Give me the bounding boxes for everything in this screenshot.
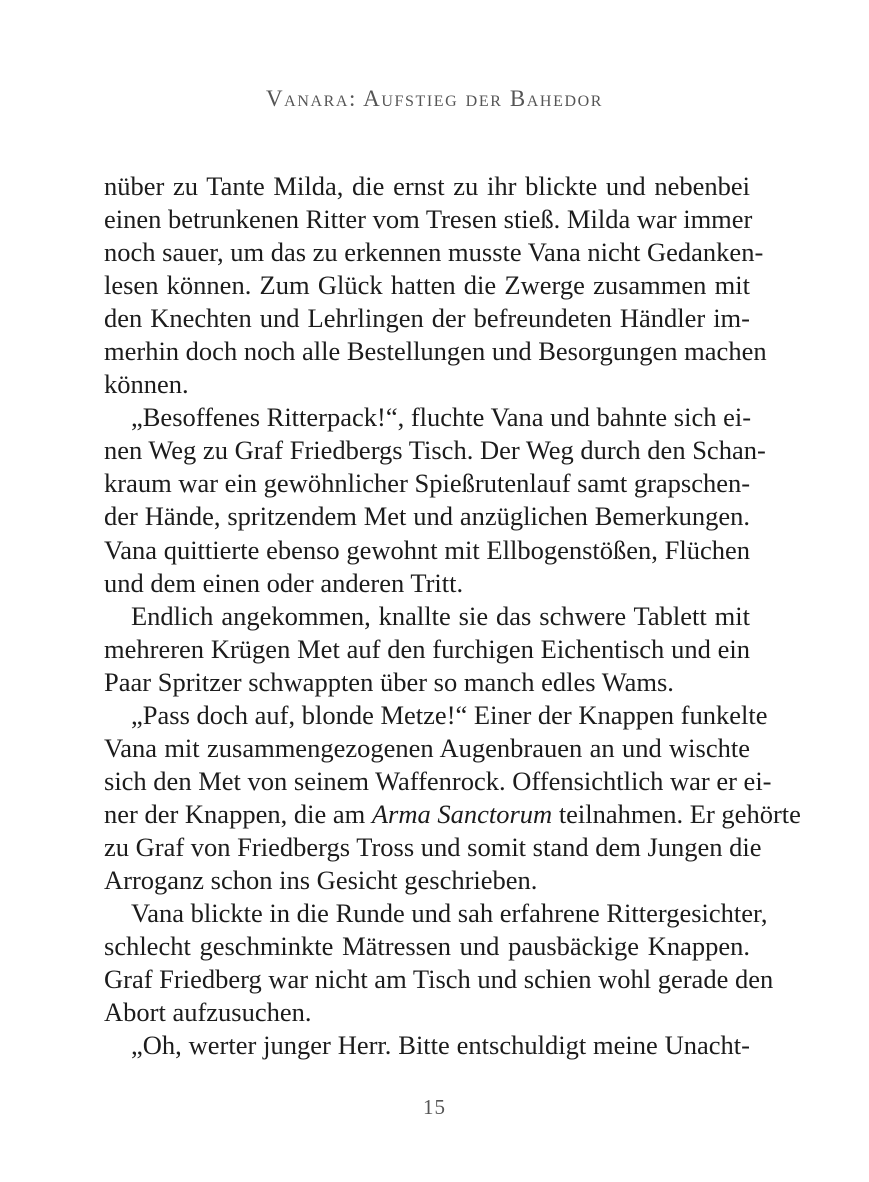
text-line-before: ner der Knappen, die am bbox=[104, 798, 372, 829]
text-line: Vana blickte in die Runde und sah erfahrene Rittergesichter, bbox=[131, 898, 768, 929]
text-line: „Besoffenes Ritterpack!“, fluchte Vana und bahnte sich ei- bbox=[131, 402, 752, 433]
text-line: sich den Met von seinem Waffenrock. Offensichtlich war er ei- bbox=[104, 765, 772, 796]
text-line: Paar Spritzer schwappten über so manch edles Wams. bbox=[104, 666, 674, 697]
text-line: kraum war ein gewöhnlicher Spießrutenlauf samt grapschen- bbox=[104, 468, 751, 499]
text-line: „Oh, werter junger Herr. Bitte entschuldigt meine Unacht- bbox=[131, 1030, 750, 1061]
text-line: der Hände, spritzendem Met und anzüglichen Bemerkungen. bbox=[104, 501, 750, 532]
italic-title: Arma Sanctorum bbox=[371, 798, 553, 829]
text-line: und dem einen oder anderen Tritt. bbox=[104, 567, 464, 598]
text-line: Abort aufzusuchen. bbox=[104, 997, 312, 1028]
text-line: zu Graf von Friedbergs Tross und somit stand dem Jungen die bbox=[104, 831, 762, 862]
text-line bbox=[104, 798, 801, 831]
text-line: einen betrunkenen Ritter vom Tresen stieß. Milda war immer bbox=[104, 204, 753, 235]
body-text bbox=[104, 170, 801, 1062]
text-line: Graf Friedberg war nicht am Tisch und schien wohl gerade den bbox=[104, 964, 774, 995]
text-line: Endlich angekommen, knallte sie das schwere Tablett mit bbox=[131, 600, 750, 631]
text-line: nen Weg zu Graf Friedbergs Tisch. Der Weg durch den Schan- bbox=[104, 435, 766, 466]
text-line: Vana quittierte ebenso gewohnt mit Ellbogenstößen, Flüchen bbox=[104, 534, 750, 565]
text-line: merhin doch noch alle Bestellungen und Besorgungen machen bbox=[104, 336, 767, 367]
text-line: mehreren Krügen Met auf den furchigen Eichentisch und ein bbox=[104, 633, 750, 664]
text-line: den Knechten und Lehrlingen der befreundeten Händler im- bbox=[104, 303, 750, 334]
text-line: können. bbox=[104, 369, 189, 400]
text-line: Arroganz schon ins Gesicht geschrieben. bbox=[104, 864, 538, 895]
running-head: Vanara: Aufstieg der Bahedor bbox=[265, 86, 604, 111]
text-line-after: teilnahmen. Er gehörte bbox=[552, 798, 801, 829]
text-line: schlecht geschminkte Mätressen und pausbäckige Knappen. bbox=[104, 931, 750, 962]
text-line: Vana mit zusammengezogenen Augenbrauen an und wischte bbox=[104, 732, 750, 763]
text-line: nüber zu Tante Milda, die ernst zu ihr blickte und nebenbei bbox=[104, 171, 750, 201]
text-line: noch sauer, um das zu erkennen musste Vana nicht Gedanken- bbox=[104, 237, 764, 268]
text-line: „Pass doch auf, blonde Metze!“ Einer der Knappen funkelte bbox=[131, 699, 768, 730]
text-line: lesen können. Zum Glück hatten die Zwerge zusammen mit bbox=[104, 270, 750, 301]
page-number: 15 bbox=[423, 1095, 446, 1119]
